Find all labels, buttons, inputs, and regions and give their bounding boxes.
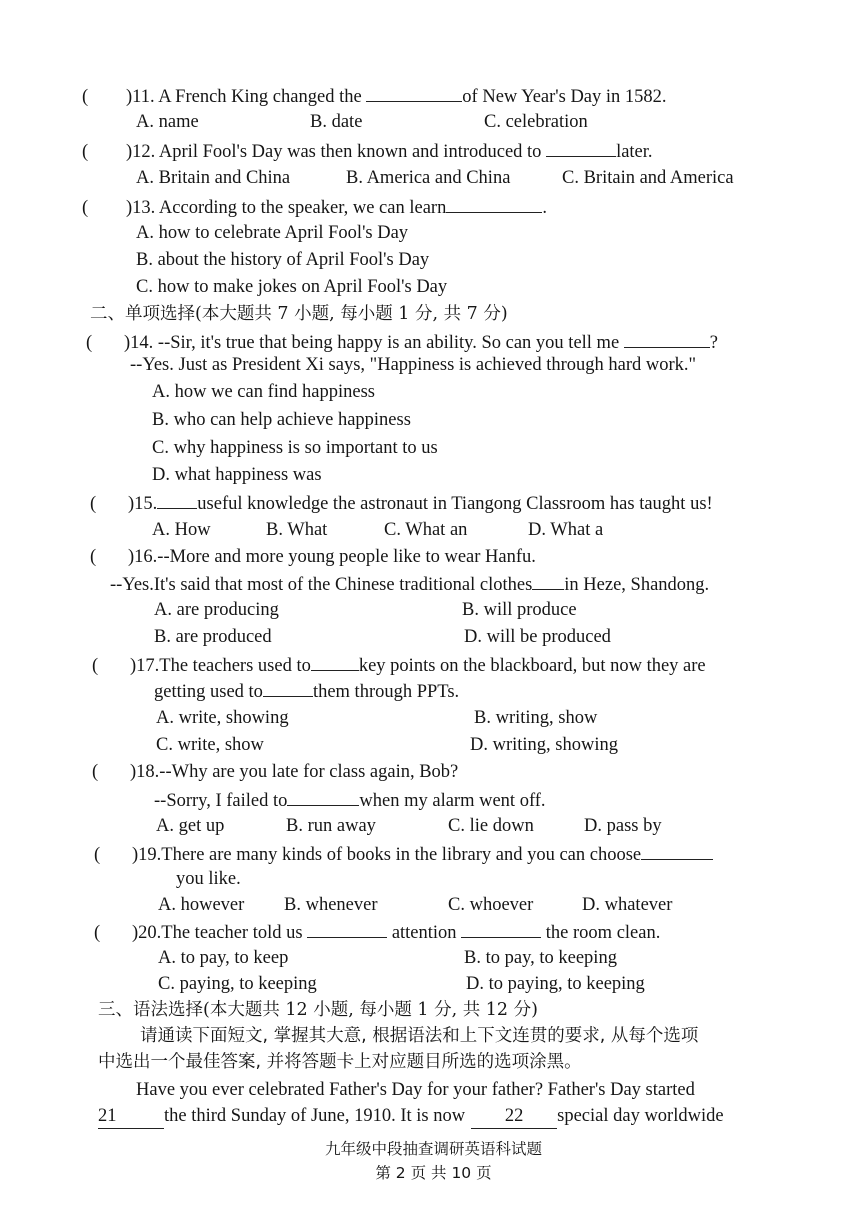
- option-a: A. however: [158, 895, 245, 915]
- question-stem: getting used to: [154, 682, 263, 702]
- answer-blank: [307, 919, 387, 938]
- answer-blank: [532, 571, 564, 590]
- passage-text-end: special day worldwide: [557, 1106, 724, 1126]
- question-17-line2: [154, 678, 459, 702]
- option-a: A. how we can find happiness: [152, 382, 375, 402]
- question-stem: The teachers used to: [159, 656, 311, 676]
- question-number: )18.: [130, 762, 160, 782]
- question-11: [82, 83, 667, 107]
- option-c: C. how to make jokes on April Fool's Day: [136, 277, 448, 297]
- option-a: A. are producing: [154, 600, 279, 620]
- question-stem: --Why are you late for class again, Bob?: [159, 762, 459, 782]
- answer-blank: [446, 194, 542, 213]
- answer-blank: [546, 138, 616, 157]
- option-c: C. write, show: [156, 735, 264, 755]
- option-b: B. writing, show: [474, 708, 598, 728]
- option-a: A. Britain and China: [136, 168, 291, 188]
- passage-line1: Have you ever celebrated Father's Day for your father? Father's Day started: [136, 1080, 695, 1100]
- question-stem-end: the room clean.: [541, 923, 661, 943]
- option-b: B. who can help achieve happiness: [152, 410, 411, 430]
- option-d: D. What a: [528, 520, 604, 540]
- question-stem: A French King changed the: [158, 87, 367, 107]
- question-stem: According to the speaker, we can learn: [158, 198, 447, 218]
- passage-line2: [98, 1104, 724, 1128]
- question-19-line2: you like.: [176, 869, 241, 889]
- page-number: 第 2 页 共 10 页: [375, 1164, 492, 1182]
- question-number: )20.: [132, 923, 162, 943]
- answer-paren: (: [82, 87, 89, 107]
- section-3-instructions-line2: 中选出一个最佳答案, 并将答题卡上对应题目所选的选项涂黑。: [98, 1052, 582, 1072]
- answer-blank: [287, 787, 359, 806]
- answer-blank: [311, 652, 359, 671]
- option-c: C. lie down: [448, 816, 534, 836]
- option-b: B. run away: [286, 816, 376, 836]
- question-17: [92, 652, 706, 676]
- passage-text: the third Sunday of June, 1910. It is now: [164, 1106, 466, 1126]
- section-3-instructions-line1: 请通读下面短文, 掌握其大意, 根据语法和上下文连贯的要求, 从每个选项: [140, 1026, 699, 1046]
- question-14: [86, 329, 718, 353]
- question-stem-end: when my alarm went off.: [359, 791, 546, 811]
- answer-blank: [263, 678, 313, 697]
- answer-paren: (: [90, 494, 97, 514]
- option-b: B. about the history of April Fool's Day: [136, 250, 430, 270]
- question-stem: April Fool's Day was then known and introduced to: [158, 142, 547, 162]
- question-number: )14.: [124, 333, 154, 353]
- option-c: B. are produced: [154, 627, 272, 647]
- question-stem-end: in Heze, Shandong.: [564, 575, 710, 595]
- question-16-line2: [110, 571, 709, 595]
- option-a: A. how to celebrate April Fool's Day: [136, 223, 409, 243]
- question-stem-end: later.: [616, 142, 653, 162]
- answer-paren: (: [92, 656, 99, 676]
- question-number: )15.: [128, 494, 158, 514]
- question-stem-end: them through PPTs.: [312, 682, 460, 702]
- option-c: C. What an: [384, 520, 468, 540]
- section-3-title: 三、语法选择(本大题共 12 小题, 每小题 1 分, 共 12 分): [98, 1000, 538, 1020]
- option-c: C. why happiness is so important to us: [152, 438, 438, 458]
- question-19: [94, 841, 713, 865]
- option-a: A. How: [152, 520, 211, 540]
- question-number: )16.: [128, 547, 158, 567]
- question-18-line2: [154, 787, 546, 811]
- option-d: D. pass by: [584, 816, 662, 836]
- option-c: C. whoever: [448, 895, 534, 915]
- answer-blank: [461, 919, 541, 938]
- answer-paren: (: [90, 547, 97, 567]
- option-b: B. America and China: [346, 168, 511, 188]
- question-13: [82, 194, 547, 218]
- question-number: )17.: [130, 656, 160, 676]
- question-16: [90, 545, 536, 569]
- option-a: A. get up: [156, 816, 225, 836]
- question-14-line2: --Yes. Just as President Xi says, "Happiness is achieved through hard work.": [130, 355, 697, 375]
- answer-blank: [157, 490, 197, 509]
- footer-title: 九年级中段抽查调研英语科试题: [324, 1140, 542, 1158]
- section-2-title: 二、单项选择(本大题共 7 小题, 每小题 1 分, 共 7 分): [90, 304, 508, 324]
- question-stem: There are many kinds of books in the library and you can choose: [161, 845, 642, 865]
- question-stem: --Sorry, I failed to: [154, 791, 288, 811]
- question-stem: --Yes.It's said that most of the Chinese traditional clothes: [110, 575, 533, 595]
- answer-blank: [624, 329, 710, 348]
- question-stem: useful knowledge the astronaut in Tiangong Classroom has taught us!: [197, 494, 713, 514]
- question-number: )11.: [126, 87, 155, 107]
- option-c: C. paying, to keeping: [158, 974, 317, 994]
- option-b: B. to pay, to keeping: [464, 948, 617, 968]
- option-d: D. to paying, to keeping: [466, 974, 645, 994]
- answer-paren: (: [86, 333, 93, 353]
- blank-22: 22: [471, 1104, 557, 1129]
- question-20: [94, 919, 660, 943]
- question-number: )13.: [126, 198, 156, 218]
- option-b: B. will produce: [462, 600, 577, 620]
- answer-paren: (: [92, 762, 99, 782]
- question-number: )19.: [132, 845, 162, 865]
- question-stem-mid: key points on the blackboard, but now they are: [358, 656, 706, 676]
- question-number: )12.: [126, 142, 156, 162]
- question-stem: The teacher told us: [161, 923, 308, 943]
- option-a: A. name: [136, 112, 199, 132]
- option-d: D. what happiness was: [152, 465, 322, 485]
- answer-blank: [641, 841, 713, 860]
- option-d: D. will be produced: [464, 627, 611, 647]
- option-b: B. date: [310, 112, 363, 132]
- question-stem: --Sir, it's true that being happy is an ability. So can you tell me: [157, 333, 624, 353]
- option-c: C. celebration: [484, 112, 588, 132]
- question-12: [82, 138, 653, 162]
- blank-21: 21: [98, 1104, 164, 1129]
- answer-paren: (: [82, 198, 89, 218]
- question-18: [92, 760, 458, 784]
- question-stem-end: ?: [709, 333, 719, 353]
- option-c: C. Britain and America: [562, 168, 734, 188]
- answer-paren: (: [94, 845, 101, 865]
- question-15: [90, 490, 713, 514]
- option-b: B. What: [266, 520, 328, 540]
- option-a: A. to pay, to keep: [158, 948, 289, 968]
- question-stem: --More and more young people like to wear Hanfu.: [157, 547, 536, 567]
- answer-paren: (: [94, 923, 101, 943]
- answer-blank: [366, 83, 462, 102]
- option-d: D. writing, showing: [470, 735, 618, 755]
- question-stem-mid: attention: [387, 923, 462, 943]
- option-b: B. whenever: [284, 895, 378, 915]
- option-a: A. write, showing: [156, 708, 289, 728]
- question-stem-end: .: [542, 198, 547, 218]
- option-d: D. whatever: [582, 895, 673, 915]
- answer-paren: (: [82, 142, 89, 162]
- question-stem-end: of New Year's Day in 1582.: [462, 87, 667, 107]
